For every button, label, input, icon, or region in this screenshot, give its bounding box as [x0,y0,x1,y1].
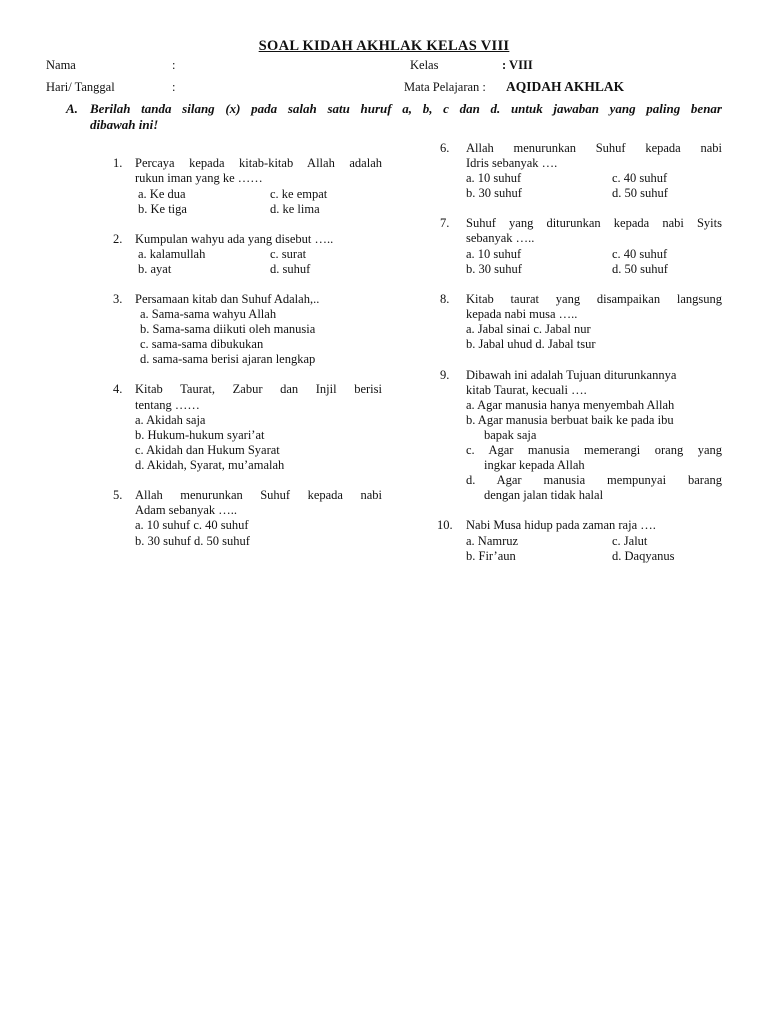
option-c: c. Agar manusia memerangi orang yang [466,443,722,457]
instruction-line1: Berilah tanda silang (x) pada salah satu huruf a, b, c dan d. untuk jawaban yang paling benar [90,101,722,116]
option-b: b. Agar manusia berbuat baik ke pada ibu [466,413,674,427]
option-b-cont: bapak saja [484,428,537,442]
instruction-letter: A. [66,101,78,116]
option-b: b. Fir’aun [466,549,516,563]
nama-label: Nama [46,58,76,72]
question-text: Kitab taurat yang disampaikan langsung [466,292,722,306]
option-b: b. Sama-sama diikuti oleh manusia [140,322,316,336]
question-number: 6. [440,141,450,155]
question-number: 10. [437,518,453,532]
option-b: b. Hukum-hukum syari’at [135,428,265,442]
option-c: c. sama-sama dibukukan [140,337,264,351]
option-b-d: b. Jabal uhud d. Jabal tsur [466,337,596,351]
hari-label: Hari/ Tanggal [46,80,115,94]
option-a-c: a. 10 suhuf c. 40 suhuf [135,518,249,532]
question-number: 4. [113,382,123,396]
question-text: Persamaan kitab dan Suhuf Adalah,.. [135,292,320,306]
option-c: c. Akidah dan Hukum Syarat [135,443,280,457]
option-a-c: a. Jabal sinai c. Jabal nur [466,322,591,336]
question-text: Adam sebanyak ….. [135,503,238,517]
option-d: d. Daqyanus [612,549,675,563]
kelas-value: : VIII [502,58,533,72]
question-text: kitab Taurat, kecuali …. [466,383,587,397]
option-d-cont: dengan jalan tidak halal [484,488,604,502]
question-text: Allah menurunkan Suhuf kepada nabi [466,141,722,155]
option-d: d. Akidah, Syarat, mu’amalah [135,458,285,472]
option-b: b. 30 suhuf [466,186,522,200]
option-a: a. Akidah saja [135,413,206,427]
option-d: d. Agar manusia mempunyai barang [466,473,722,487]
question-text: kepada nabi musa ….. [466,307,578,321]
question-text: Allah menurunkan Suhuf kepada nabi [135,488,382,502]
option-d: d. suhuf [270,262,311,276]
question-number: 3. [113,292,123,306]
question-number: 5. [113,488,123,502]
nama-colon: : [172,58,176,72]
question-text: Dibawah ini adalah Tujuan diturunkannya [466,368,677,382]
mapel-label: Mata Pelajaran : [404,80,486,94]
question-text: Nabi Musa hidup pada zaman raja …. [466,518,656,532]
instruction-line2: dibawah ini! [90,117,159,132]
hari-colon: : [172,80,176,94]
question-text: tentang …… [135,398,200,412]
option-a: a. 10 suhuf [466,171,522,185]
option-b: b. ayat [138,262,172,276]
question-number: 8. [440,292,450,306]
question-text: sebanyak ….. [466,231,535,245]
option-c: c. 40 suhuf [612,171,668,185]
option-c: c. Jalut [612,534,648,548]
question-number: 9. [440,368,450,382]
page-title: SOAL KIDAH AKHLAK KELAS VIII [258,38,510,54]
option-c: c. surat [270,247,307,261]
option-a: a. kalamullah [138,247,206,261]
mapel-value: AQIDAH AKHLAK [506,79,625,94]
option-c: c. ke empat [270,187,328,201]
option-b: b. Ke tiga [138,202,187,216]
question-text: Idris sebanyak …. [466,156,558,170]
option-c: c. 40 suhuf [612,247,668,261]
option-a: a. 10 suhuf [466,247,522,261]
question-text: Kitab Taurat, Zabur dan Injil berisi [135,382,382,396]
question-text: Suhuf yang diturunkan kepada nabi Syits [466,216,722,230]
kelas-label: Kelas [410,58,439,72]
option-a: a. Sama-sama wahyu Allah [140,307,277,321]
question-number: 7. [440,216,450,230]
question-number: 1. [113,156,123,170]
option-a: a. Namruz [466,534,519,548]
option-d: d. 50 suhuf [612,262,668,276]
question-text: Kumpulan wahyu ada yang disebut ….. [135,232,334,246]
option-a: a. Ke dua [138,187,186,201]
option-d: d. 50 suhuf [612,186,668,200]
question-text: rukun iman yang ke …… [135,171,263,185]
option-b: b. 30 suhuf [466,262,522,276]
option-a: a. Agar manusia hanya menyembah Allah [466,398,675,412]
option-c-cont: ingkar kepada Allah [484,458,585,472]
option-b-d: b. 30 suhuf d. 50 suhuf [135,534,250,548]
option-d: d. sama-sama berisi ajaran lengkap [140,352,316,366]
question-text: Percaya kepada kitab-kitab Allah adalah [135,156,382,170]
question-number: 2. [113,232,123,246]
option-d: d. ke lima [270,202,320,216]
